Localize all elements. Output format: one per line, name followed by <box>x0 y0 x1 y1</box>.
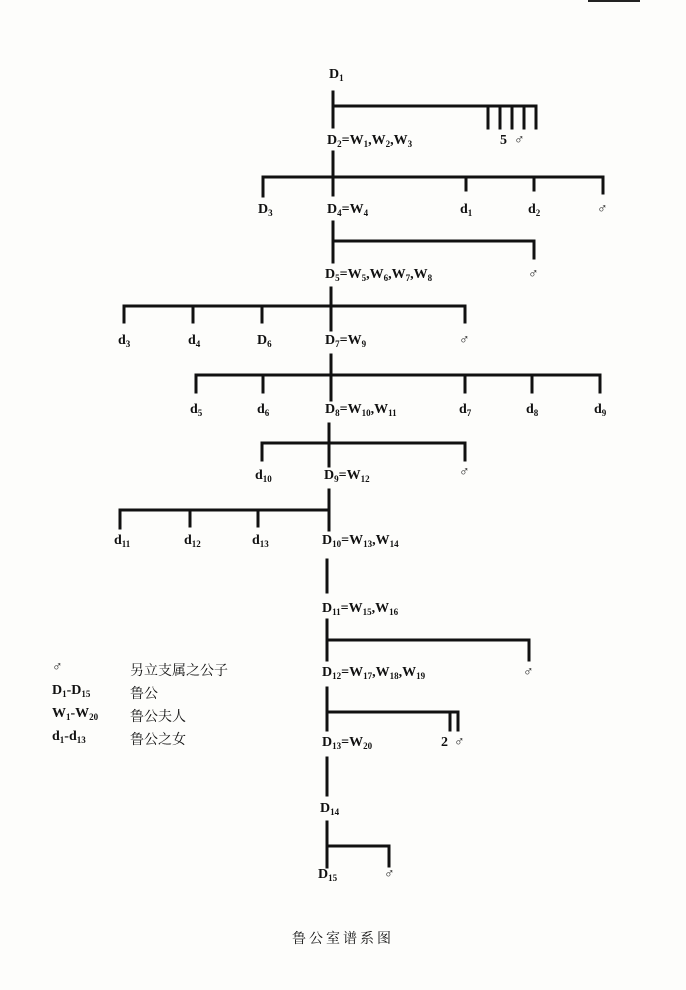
node-d1: $d_1$ <box>460 202 473 218</box>
diagram-caption: 鲁公室谱系图 <box>292 931 394 947</box>
male-symbol: ♂ <box>514 133 525 148</box>
male-symbol: ♂ <box>459 465 470 480</box>
node-D9: $D_9=W_{12}$ <box>324 468 370 484</box>
node-D15: $D_{15}$ <box>318 867 338 883</box>
node-d7: $d_7$ <box>459 402 472 418</box>
legend-desc: 鲁公之女 <box>130 732 186 748</box>
node-D4: $D_4=W_4$ <box>327 202 369 218</box>
legend-row <box>52 729 292 752</box>
node-D8: $D_8=W_{10},W_{11}$ <box>325 402 397 418</box>
node-D12: $D_{12}=W_{17},W_{18},W_{19}$ <box>322 665 426 681</box>
male-symbol: ♂ <box>528 267 539 282</box>
node-D10: $D_{10}=W_{13},W_{14}$ <box>322 533 399 549</box>
legend-symbol: $d_1-d_{13}$ <box>52 729 86 745</box>
legend-desc: 另立支属之公子 <box>130 663 228 679</box>
node-D1: $D_1$ <box>329 67 344 83</box>
male-symbol: ♂ <box>454 735 465 750</box>
legend-desc: 鲁公 <box>130 686 158 702</box>
node-D14: $D_{14}$ <box>320 801 340 817</box>
node-d4: $d_4$ <box>188 333 201 349</box>
node-D5: $D_5=W_5,W_6,W_7,W_8$ <box>325 267 433 283</box>
legend <box>52 660 292 752</box>
node-d5: $d_5$ <box>190 402 203 418</box>
node-d10: $d_{10}$ <box>255 468 272 484</box>
legend-symbol: $W_1-W_{20}$ <box>52 706 99 722</box>
node-d3: $d_3$ <box>118 333 131 349</box>
node-d6: $d_6$ <box>257 402 270 418</box>
node-d13: $d_{13}$ <box>252 533 269 549</box>
node-D13: $D_{13}=W_{20}$ <box>322 735 373 751</box>
node-d11: $d_{11}$ <box>114 533 131 549</box>
legend-row <box>52 683 292 706</box>
legend-row <box>52 660 292 683</box>
node-D6: $D_6$ <box>257 333 272 349</box>
legend-row <box>52 706 292 729</box>
legend-desc: 鲁公夫人 <box>130 709 186 725</box>
node-D11: $D_{11}=W_{15},W_{16}$ <box>322 601 399 617</box>
legend-symbol: $D_1-D_{15}$ <box>52 683 91 699</box>
node-D2: $D_2=W_1,W_2,W_3$ <box>327 133 413 149</box>
male-symbol: ♂ <box>459 333 470 348</box>
node-d9: $d_9$ <box>594 402 607 418</box>
node-d12: $d_{12}$ <box>184 533 201 549</box>
son-count: 5 <box>500 133 507 148</box>
male-symbol: ♂ <box>384 867 395 882</box>
legend-symbol: ♂ <box>52 660 63 675</box>
node-d2: $d_2$ <box>528 202 541 218</box>
male-symbol: ♂ <box>597 202 608 217</box>
male-symbol: ♂ <box>523 665 534 680</box>
node-D7: $D_7=W_9$ <box>325 333 367 349</box>
node-d8: $d_8$ <box>526 402 539 418</box>
son-count: 2 <box>441 735 448 750</box>
node-D3: $D_3$ <box>258 202 273 218</box>
